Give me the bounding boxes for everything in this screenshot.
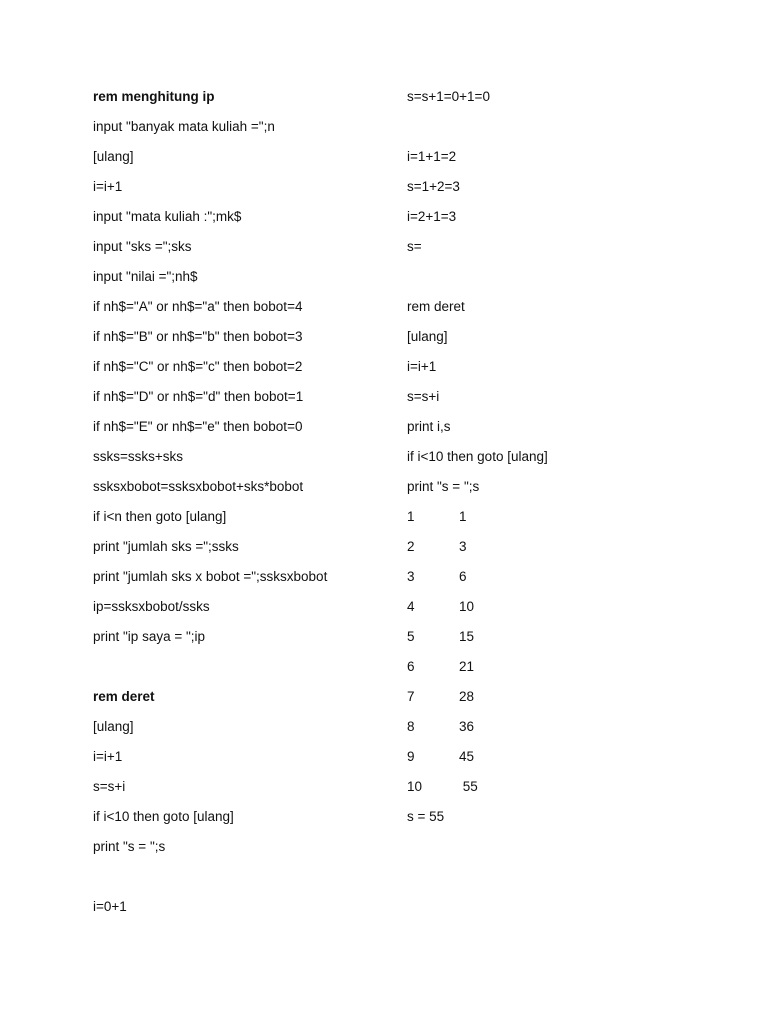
trace-line: i=2+1=3 <box>407 209 457 224</box>
code-line: i=i+1 <box>93 749 123 764</box>
code-line: [ulang] <box>93 719 134 734</box>
output-i: 6 <box>407 659 415 674</box>
output-s: 10 <box>459 599 475 614</box>
trace-line: s=s+1=0+1=0 <box>407 89 490 104</box>
trace-line: s=s+i <box>407 389 440 404</box>
trace-line: i=i+1 <box>407 359 437 374</box>
output-row <box>407 688 687 718</box>
trace-result-line: s = 55 <box>407 809 445 824</box>
code-line: i=i+1 <box>93 179 123 194</box>
trace-line: [ulang] <box>407 329 448 344</box>
output-s: 15 <box>459 629 475 644</box>
output-row <box>407 628 687 658</box>
output-s: 3 <box>459 539 467 554</box>
code-line: if nh$="D" or nh$="d" then bobot=1 <box>93 389 304 404</box>
output-i: 9 <box>407 749 415 764</box>
output-row <box>407 508 687 538</box>
output-s: 1 <box>459 509 467 524</box>
output-i: 8 <box>407 719 415 734</box>
code-line: print "jumlah sks x bobot =";ssksxbobot <box>93 569 328 584</box>
code-line: print "s = ";s <box>93 839 166 854</box>
trace-line: rem deret <box>407 299 465 314</box>
code-line: if nh$="B" or nh$="b" then bobot=3 <box>93 329 303 344</box>
output-row <box>407 538 687 568</box>
blank-line <box>93 658 393 688</box>
trace-line: print "s = ";s <box>407 479 480 494</box>
output-i: 10 <box>407 779 423 794</box>
output-s: 45 <box>459 749 475 764</box>
code-line: [ulang] <box>93 149 134 164</box>
trace-line: s= <box>407 239 422 254</box>
code-line: ssksxbobot=ssksxbobot+sks*bobot <box>93 479 304 494</box>
code-line: if nh$="E" or nh$="e" then bobot=0 <box>93 419 303 434</box>
output-i: 7 <box>407 689 415 704</box>
output-s: 28 <box>459 689 475 704</box>
output-i: 4 <box>407 599 415 614</box>
trace-line: s=1+2=3 <box>407 179 460 194</box>
output-row <box>407 778 687 808</box>
blank-line <box>407 118 687 148</box>
output-s: 6 <box>459 569 467 584</box>
output-s: 55 <box>459 779 478 794</box>
output-i: 2 <box>407 539 415 554</box>
code-line: ip=ssksxbobot/ssks <box>93 599 210 614</box>
code-line: rem menghitung ip <box>93 89 215 104</box>
trace-line: i=1+1=2 <box>407 149 457 164</box>
code-line: if nh$="A" or nh$="a" then bobot=4 <box>93 299 303 314</box>
code-line: s=s+i <box>93 779 126 794</box>
output-row <box>407 658 687 688</box>
code-line: rem deret <box>93 689 155 704</box>
output-row <box>407 748 687 778</box>
output-i: 1 <box>407 509 415 524</box>
trace-line: if i<10 then goto [ulang] <box>407 449 548 464</box>
code-line: input "nilai =";nh$ <box>93 269 198 284</box>
code-line: input "sks =";sks <box>93 239 192 254</box>
output-s: 21 <box>459 659 475 674</box>
output-i: 5 <box>407 629 415 644</box>
left-code-column <box>93 88 393 868</box>
output-row <box>407 718 687 748</box>
trace-line: print i,s <box>407 419 451 434</box>
code-line: input "mata kuliah :";mk$ <box>93 209 242 224</box>
code-line: print "jumlah sks =";ssks <box>93 539 239 554</box>
footer-code-line: i=0+1 <box>93 899 127 914</box>
code-line: if i<10 then goto [ulang] <box>93 809 234 824</box>
code-line: ssks=ssks+sks <box>93 449 184 464</box>
blank-line <box>407 268 687 298</box>
output-s: 36 <box>459 719 475 734</box>
right-trace-column <box>407 88 687 838</box>
output-row <box>407 598 687 628</box>
output-i: 3 <box>407 569 415 584</box>
output-row <box>407 568 687 598</box>
code-line: print "ip saya = ";ip <box>93 629 206 644</box>
code-line: if i<n then goto [ulang] <box>93 509 227 524</box>
code-line: if nh$="C" or nh$="c" then bobot=2 <box>93 359 303 374</box>
code-line: input "banyak mata kuliah =";n <box>93 119 275 134</box>
